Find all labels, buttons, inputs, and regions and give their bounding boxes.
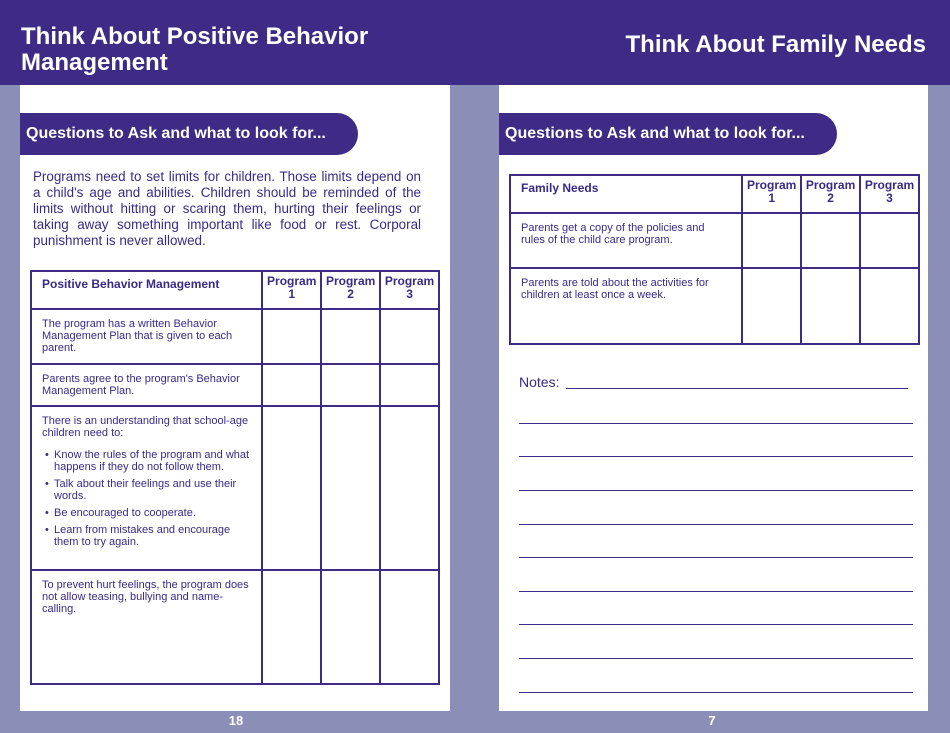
table-header-program-3: Program 3 xyxy=(380,271,439,309)
program-3-cell[interactable] xyxy=(860,213,919,268)
program-3-cell[interactable] xyxy=(860,268,919,344)
bullet-list xyxy=(42,449,251,548)
notes-line[interactable] xyxy=(519,591,913,592)
bullet-item: • Know the rules of the program and what happens if they do not follow them. xyxy=(42,449,251,473)
program-2-cell[interactable] xyxy=(801,268,860,344)
program-1-cell[interactable] xyxy=(262,309,321,364)
program-2-cell[interactable] xyxy=(321,309,380,364)
notes-line[interactable] xyxy=(519,557,913,558)
right-page xyxy=(499,85,928,711)
row-text: There is an understanding that school-age children need to: xyxy=(42,415,249,439)
notes-line[interactable] xyxy=(566,388,908,389)
program-3-cell[interactable] xyxy=(380,364,439,406)
notes-line[interactable] xyxy=(519,456,913,457)
row-text: Parents agree to the program's Behavior Management Plan. xyxy=(31,364,262,406)
right-page-number: 7 xyxy=(708,713,716,728)
program-1-cell[interactable] xyxy=(742,213,801,268)
row-text: Parents get a copy of the policies and rules of the child care program. xyxy=(510,213,742,268)
table-row xyxy=(510,213,919,268)
program-2-cell[interactable] xyxy=(321,364,380,406)
left-intro-text: Programs need to set limits for children. Those limits depend on a child's age and abilities. Children should be reminded of the limits without hitting or scaring them, hurting their feelings or taking away something important like food or rest. Corporal punishment is never allowed. xyxy=(33,169,421,248)
bullet-item: • Learn from mistakes and encourage them to try again. xyxy=(42,524,251,548)
table-row xyxy=(31,406,439,570)
notes-line[interactable] xyxy=(519,524,913,525)
program-1-cell[interactable] xyxy=(262,406,321,570)
program-2-cell[interactable] xyxy=(321,406,380,570)
program-3-cell[interactable] xyxy=(380,406,439,570)
table-header-program-1: Program 1 xyxy=(262,271,321,309)
program-3-cell[interactable] xyxy=(380,570,439,684)
right-page-title: Think About Family Needs xyxy=(475,0,950,85)
table-row xyxy=(31,364,439,406)
left-page-number: 18 xyxy=(228,713,244,728)
notes-line[interactable] xyxy=(519,624,913,625)
bullet-item: • Be encouraged to cooperate. xyxy=(42,507,251,519)
row-text: The program has a written Behavior Management Plan that is given to each parent. xyxy=(31,309,262,364)
table-header-program-2: Program 2 xyxy=(801,175,860,213)
notes-line[interactable] xyxy=(519,658,913,659)
row-text-with-bullets xyxy=(31,406,262,570)
row-text: To prevent hurt feelings, the program does not allow teasing, bullying and name-calling. xyxy=(31,570,262,684)
positive-behavior-table xyxy=(30,270,440,685)
table-row xyxy=(31,570,439,684)
notes-line[interactable] xyxy=(519,490,913,491)
notes-line[interactable] xyxy=(519,423,913,424)
notes-label: Notes: xyxy=(519,374,560,390)
row-text: Parents are told about the activities for children at least once a week. xyxy=(510,268,742,344)
bullet-item: • Talk about their feelings and use their words. xyxy=(42,478,251,502)
program-1-cell[interactable] xyxy=(262,570,321,684)
notes-line[interactable] xyxy=(519,692,913,693)
program-2-cell[interactable] xyxy=(321,570,380,684)
table-row xyxy=(31,309,439,364)
right-section-heading: Questions to Ask and what to look for... xyxy=(499,113,837,155)
table-header-description: Family Needs xyxy=(510,175,742,213)
table-header-program-2: Program 2 xyxy=(321,271,380,309)
table-row xyxy=(510,268,919,344)
family-needs-table xyxy=(509,174,920,345)
program-1-cell[interactable] xyxy=(742,268,801,344)
left-page-title: Think About Positive Behavior Management xyxy=(0,0,475,85)
left-section-heading: Questions to Ask and what to look for... xyxy=(20,113,358,155)
program-3-cell[interactable] xyxy=(380,309,439,364)
program-2-cell[interactable] xyxy=(801,213,860,268)
table-header-description: Positive Behavior Management xyxy=(31,271,262,309)
left-page xyxy=(20,85,450,711)
table-header-program-1: Program 1 xyxy=(742,175,801,213)
program-1-cell[interactable] xyxy=(262,364,321,406)
table-header-program-3: Program 3 xyxy=(860,175,919,213)
